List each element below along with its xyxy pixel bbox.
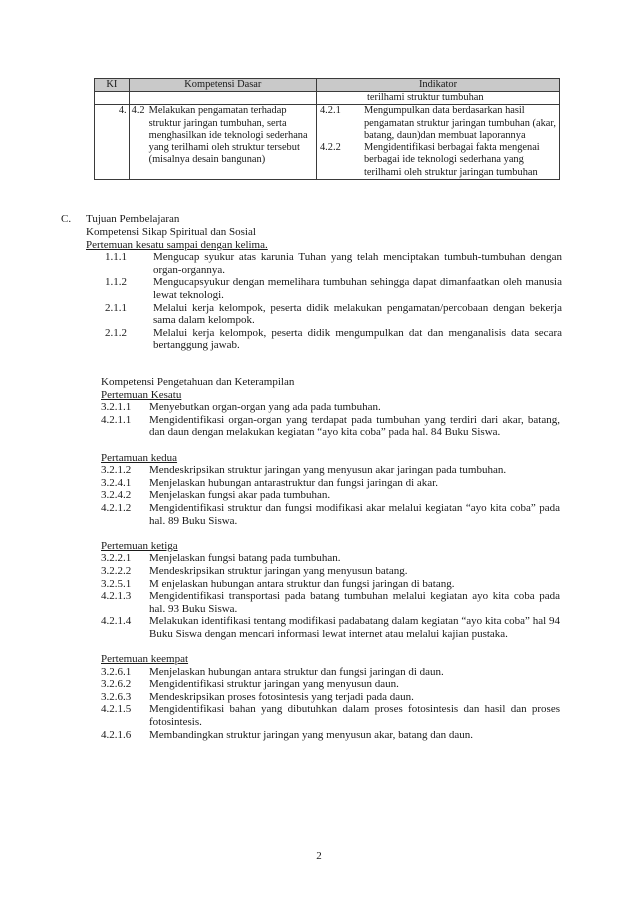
- table-header-row: [95, 79, 560, 92]
- list-item: [105, 327, 562, 352]
- list-item: [101, 615, 560, 640]
- item-number: 4.2.1.5: [101, 703, 132, 716]
- item-number: 2.1.2: [105, 326, 127, 339]
- kd-number: 4.2: [131, 105, 145, 117]
- list-item: [101, 489, 560, 502]
- item-text: Menjelaskan fungsi akar pada tumbuhan.: [149, 489, 331, 502]
- list-item: [101, 502, 560, 527]
- item-text: Mendeskripsikan struktur jaringan yang menyusun akar jaringan pada tumbuhan.: [149, 464, 507, 477]
- item-text: Mengidentifikasi transportasi pada batang tumbuhan melalui kegiatan ayo kita coba pada hal. 93 Buku Siswa.: [149, 590, 560, 615]
- item-text: Melalui kerja kelompok, peserta didik mengumpulkan dat dan menganalisis data secara bertanggung jawab.: [153, 326, 562, 352]
- item-number: 4.2.1.1: [101, 413, 132, 426]
- list-item: [101, 666, 560, 679]
- spiritual-heading: Kompetensi Sikap Spiritual dan Sosial: [86, 226, 256, 238]
- ki-cell: 4.: [95, 105, 130, 180]
- indicator-text: Mengidentifikasi berbagai fakta mengenai berbagai ide teknologi sederhana yang terilhami oleh struktur jaringan tumbuhan: [363, 142, 540, 178]
- continued-text: terilhami struktur tumbuhan: [316, 92, 559, 105]
- list-item: [101, 703, 560, 728]
- item-number: 3.2.5.1: [101, 577, 132, 590]
- item-text: Mendeskripsikan struktur jaringan yang menyusun batang.: [149, 564, 408, 577]
- meeting-title: Pertemuan ketiga: [101, 539, 178, 552]
- item-number: 3.2.1.1: [101, 401, 132, 414]
- item-text: Menjelaskan fungsi batang pada tumbuhan.: [149, 552, 341, 565]
- list-item: [101, 464, 560, 477]
- item-number: 3.2.6.1: [101, 665, 132, 678]
- meeting-title: Pertemuan keempat: [101, 653, 189, 666]
- list-item: [101, 691, 560, 704]
- item-number: 1.1.1: [105, 251, 127, 264]
- item-number: 4.2.1.6: [101, 728, 132, 741]
- item-text: Mengidentifikasi struktur jaringan yang menyusun daun.: [149, 678, 399, 691]
- indicator-number: 4.2.2: [319, 142, 341, 154]
- knowledge-block: [101, 376, 560, 741]
- page-number: 2: [316, 850, 322, 862]
- list-item: [105, 251, 562, 276]
- list-item: [101, 552, 560, 565]
- item-number: 4.2.1.4: [101, 615, 132, 628]
- item-number: 3.2.4.1: [101, 476, 132, 489]
- item-number: 4.2.1.2: [101, 501, 132, 514]
- meeting-title: Pertemuan Kesatu: [101, 388, 182, 401]
- kd-cell: [129, 105, 316, 180]
- item-text: Melakukan identifikasi tentang modifikasi padabatang dalam kegiatan “ayo kita coba” hal 94 Buku Siswa dengan mencari informasi lewat internet atau melalui kajian pustaka.: [149, 615, 560, 640]
- item-number: 3.2.6.2: [101, 678, 132, 691]
- table-row: [95, 105, 560, 180]
- item-text: Mendeskripsikan proses fotosintesis yang terjadi pada daun.: [149, 690, 414, 703]
- item-text: Mengidentifikasi struktur dan fungsi modifikasi akar melalui kegiatan “ayo kita coba” pada hal. 89 Buku Siswa.: [149, 501, 560, 527]
- spiritual-block: [86, 226, 562, 352]
- item-text: Menyebutkan organ-organ yang ada pada tumbuhan.: [149, 401, 381, 414]
- item-number: 1.1.2: [105, 276, 127, 289]
- list-item: [105, 302, 562, 327]
- item-number: 3.2.6.3: [101, 690, 132, 703]
- table-row-continued: [95, 92, 560, 105]
- item-number: 4.2.1.3: [101, 590, 132, 603]
- item-text: Menjelaskan hubungan antara struktur dan fungsi jaringan di daun.: [149, 665, 444, 678]
- list-item: [101, 401, 560, 414]
- list-item: [101, 590, 560, 615]
- item-number: 2.1.1: [105, 301, 127, 314]
- kd-text: Melakukan pengamatan terhadap struktur jaringan tumbuhan, serta menghasilkan ide teknologi sederhana yang terilhami oleh struktur tersebut (misalnya desain bangunan): [148, 105, 308, 166]
- list-item: [101, 678, 560, 691]
- item-text: Mengidentifikasi organ-organ yang terdapat pada tumbuhan yang terdiri dari akar, batang, dan daun dengan melakukan kegiatan “ayo kita coba” pada hal. 84 Buku Siswa.: [149, 413, 560, 439]
- indicator-text: Mengumpulkan data berdasarkan hasil pengamatan struktur jaringan tumbuhan (akar, batang, daun)dan membuat laporannya: [363, 105, 557, 141]
- item-text: Mengidentifikasi bahan yang dibutuhkan dalam proses fotosintesis dan hasil dan proses fotosintesis.: [149, 703, 560, 729]
- item-number: 3.2.4.2: [101, 489, 132, 502]
- list-item: [101, 477, 560, 490]
- section-title: Tujuan Pembelajaran: [86, 213, 180, 225]
- section-letter: C.: [61, 213, 72, 225]
- item-text: Menjelaskan hubungan antarastruktur dan fungsi jaringan di akar.: [149, 476, 438, 489]
- item-number: 3.2.2.2: [101, 564, 132, 577]
- list-item: [101, 565, 560, 578]
- list-item: [101, 578, 560, 591]
- item-number: 3.2.2.1: [101, 552, 132, 565]
- indicator-number: 4.2.1: [319, 105, 341, 117]
- header-indikator: Indikator: [316, 79, 559, 92]
- indicator-cell: [316, 105, 559, 180]
- item-text: Mengucapsyukur dengan memelihara tumbuhan sehingga dapat dimanfaatkan oleh manusia lewat teknologi.: [153, 276, 562, 301]
- meeting-title: Pertamuan kedua: [101, 451, 178, 464]
- item-text: Melalui kerja kelompok, peserta didik melakukan pengamatan/percobaan dengan bekerja sama dalam kelompok.: [153, 301, 562, 327]
- item-text: Membandingkan struktur jaringan yang menyusun akar, batang dan daun.: [149, 728, 473, 741]
- header-ki: KI: [95, 79, 130, 92]
- item-text: Mengucap syukur atas karunia Tuhan yang telah menciptakan tumbuh-tumbuhan dengan organ-organnya.: [153, 251, 562, 276]
- spiritual-subheading: Pertemuan kesatu sampai dengan kelima.: [86, 238, 268, 251]
- knowledge-heading: Kompetensi Pengetahuan dan Keterampilan: [101, 376, 295, 388]
- list-item: [101, 414, 560, 439]
- list-item: [101, 729, 560, 742]
- competency-table: [94, 78, 560, 180]
- list-item: [105, 276, 562, 301]
- header-kompetensi-dasar: Kompetensi Dasar: [129, 79, 316, 92]
- item-number: 3.2.1.2: [101, 464, 132, 477]
- item-text: M enjelaskan hubungan antara struktur dan fungsi jaringan di batang.: [149, 577, 455, 590]
